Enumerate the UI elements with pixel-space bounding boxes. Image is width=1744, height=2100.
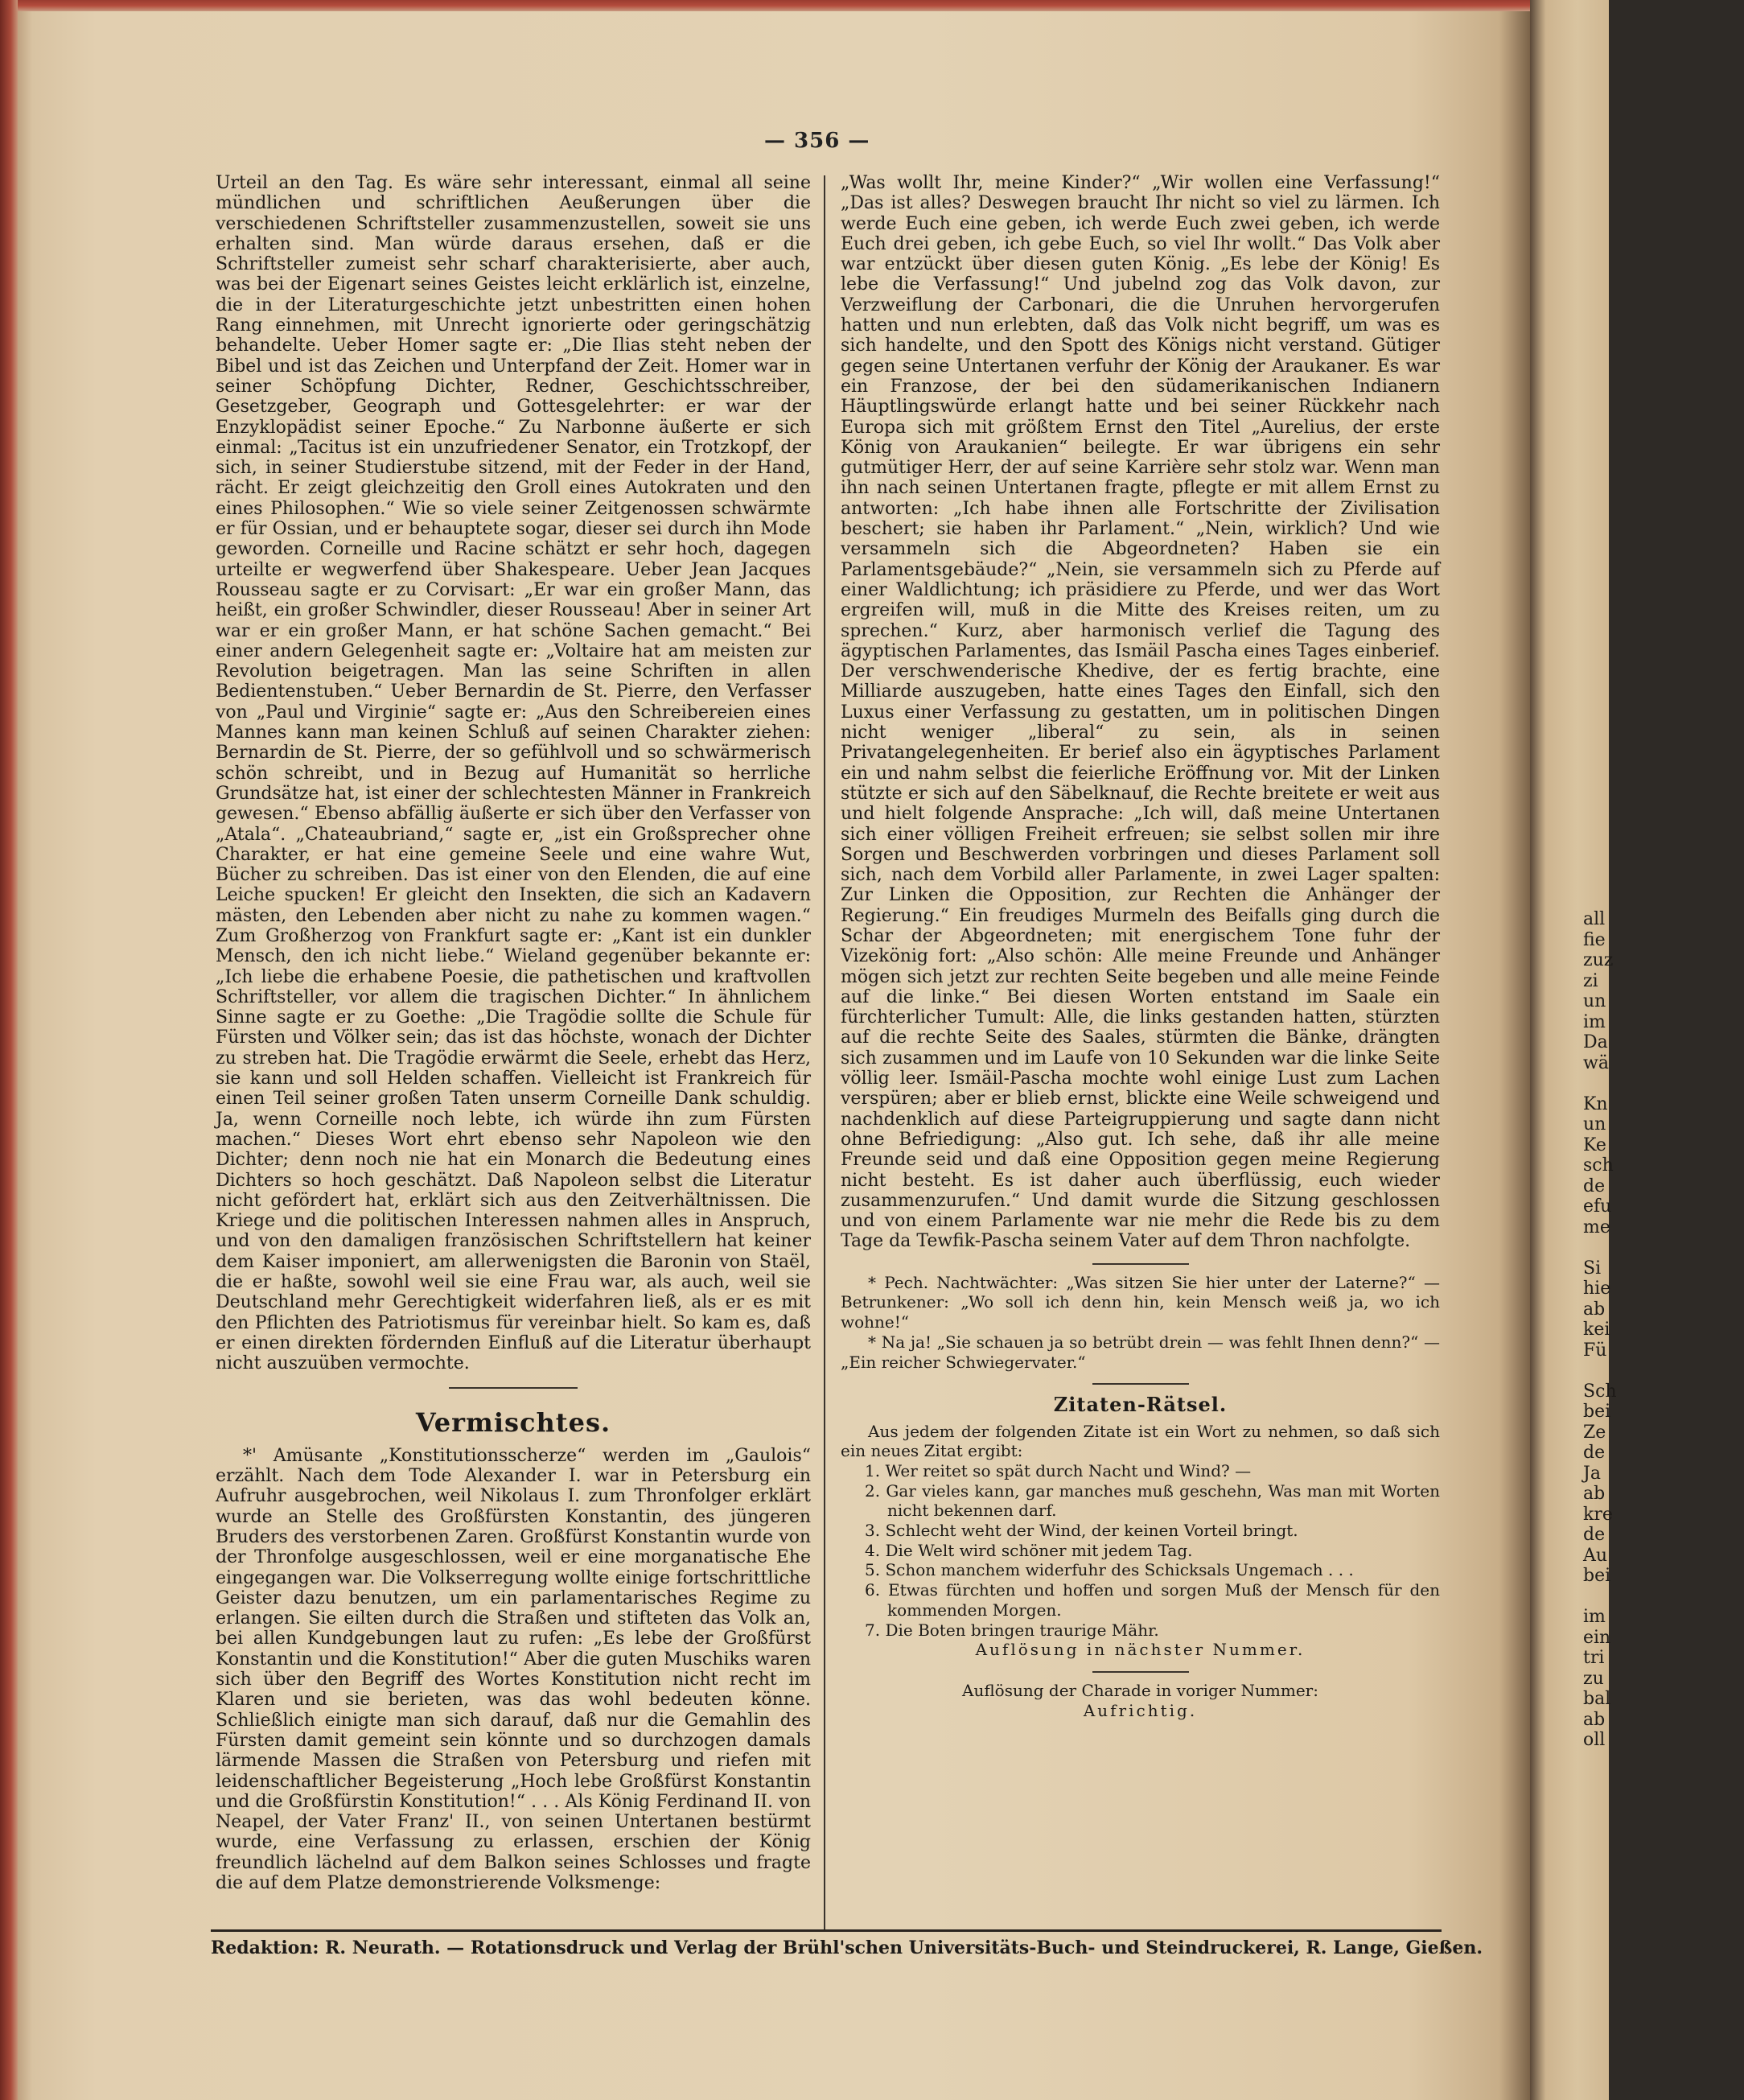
footer-rule: [211, 1929, 1442, 1932]
riddle-item: 2. Gar vieles kann, gar manches muß geschehn, Was man mit Worten nicht bekennen darf.: [865, 1480, 1440, 1521]
riddle-item: 5. Schon manchem widerfuhr des Schicksals Ungemach . . .: [865, 1560, 1354, 1580]
riddle-item: 4. Die Welt wird schöner mit jedem Tag.: [865, 1540, 1193, 1560]
constitution-jokes-paragraph: *' Amüsante „Konstitutionsscherze“ werden im „Gaulois“ erzählt. Nach dem Tode Alexander I. war in Petersburg ein Aufruhr ausgebrochen, weil Nikolaus I. zum Thronfolger erklärt wurde an Stelle des Großfürsten Konstantin, des jüngeren Bruders des verstorbenen Zaren. Großfürst Konstantin wurde von der Thronfolge ausgeschlossen, weil er eine morganatische Ehe eingegangen war. Die Volkserregung wollte einige fortschrittliche Geister dazu benutzen, um ein parlamentarisches Regime zu erlangen. Sie eilten durch die Straßen und stifteten das Volk an, bei allen Kundgebungen laut zu rufen: „Es lebe der Großfürst Konstantin und die Konstitution!“ Aber die guten Muschiks waren sich über den Begriff des Wortes Konstitution nicht recht im Klaren und sie berieten, was das wohl bedeuten könne. Schließlich einigte man sich darauf, daß nur die Gemahlin des Fürsten damit gemeint sein könnte und so durchzogen damals lärmende Massen die Straßen von Petersburg und riefen mit leidenschaftlicher Begeisterung „Hoch lebe Großfürst Konstantin und die Großfürstin Konstitution!“ . . . Als König Ferdinand II. von Neapel, der Vater Franz' II., von seinen Untertanen bestürmt wurde, eine Verfassung zu erlassen, erschien der König freundlich lächelnd auf dem Balkon seines Schlosses und fragte die auf dem Platze demonstrierende Volksmenge:: [216, 1445, 811, 1894]
jokes-divider: [1092, 1263, 1189, 1265]
imprint-footer: Redaktion: R. Neurath. — Rotationsdruck und Verlag der Brühl'schen Universitäts-Buch- und Steindruckerei, R. Lange, Gießen.: [211, 1937, 1483, 1958]
next-page-edge: [1530, 0, 1617, 2100]
page-number: — 356 —: [764, 129, 870, 153]
binding-edge: [0, 0, 18, 2100]
riddle-list: [841, 1461, 1440, 1640]
riddle-solution-note: Auflösung in nächster Nummer.: [975, 1640, 1306, 1660]
riddle-item: 6. Etwas fürchten und hoffen und sorgen Muß der Mensch für den kommenden Morgen.: [865, 1580, 1440, 1620]
column-divider: [824, 175, 825, 1931]
riddle-heading: Zitaten-Rätsel.: [1053, 1393, 1228, 1417]
misc-heading: Vermischtes.: [415, 1406, 611, 1438]
section-divider: [449, 1387, 578, 1389]
charade-solution: Aufrichtig.: [1083, 1700, 1198, 1720]
charade-divider: [1092, 1671, 1189, 1673]
charade-solution-label: Auflösung der Charade in voriger Nummer:: [962, 1680, 1318, 1700]
riddle-item: 7. Die Boten bringen traurige Mähr.: [865, 1620, 1159, 1640]
napoleon-literature-paragraph: Urteil an den Tag. Es wäre sehr interessant, einmal all seine mündlichen und schriftlichen Aeußerungen über die verschiedenen Schriftsteller zusammenzustellen, soweit sie uns erhalten sind. Man würde daraus ersehen, daß er die Schriftsteller zumeist sehr scharf charakterisierte, aber auch, was bei der Eigenart seines Geistes leicht erklärlich ist, einzelne, die in der Literaturgeschichte jetzt unbestritten einen hohen Rang einnehmen, mit Unrecht ignorierte oder geringschätzig behandelte. Ueber Homer sagte er: „Die Ilias steht neben der Bibel und ist das Zeichen und Unterpfand der Zeit. Homer war in seiner Schöpfung Dichter, Redner, Geschichtsschreiber, Gesetzgeber, Geograph und Gottesgelehrter: er war der Enzyklopädist seiner Epoche.“ Zu Narbonne äußerte er sich einmal: „Tacitus ist ein unzufriedener Senator, ein Trotzkopf, der sich, in seiner Studierstube sitzend, mit der Feder in der Hand, rächt. Er zeigt gleichzeitig den Groll eines Autokraten und den eines Philosophen.“ Wie so viele seiner Zeitgenossen schwärmte er für Ossian, und er behauptete sogar, dieser sei durch ihn Mode geworden. Corneille und Racine schätzt er sehr hoch, dagegen urteilte er wegwerfend über Shakespeare. Ueber Jean Jacques Rousseau sagte er zu Corvisart: „Er war ein großer Mann, das heißt, ein großer Schwindler, dieser Rousseau! Aber in seiner Art war er ein großer Mann, er hat schöne Sachen gemacht.“ Bei einer andern Gelegenheit sagte er: „Voltaire hat am meisten zur Revolution beigetragen. Man las seine Schriften in allen Bedientenstuben.“ Ueber Bernardin de St. Pierre, den Verfasser von „Paul und Virginie“ sagte er: „Aus den Schreibereien eines Mannes kann man keinen Schluß auf seinen Charakter ziehen: Bernardin de St. Pierre, der so gefühlvoll und so schwärmerisch schön schreibt, und in Bezug auf Humanität so herrliche Grundsätze hat, ist einer der schlechtesten Männer in Frankreich gewesen.“ Ebenso abfällig äußerte er sich über den Verfasser von „Atala“. „Chateaubriand,“ sagte er, „ist ein Großsprecher ohne Charakter, er hat eine gemeine Seele und eine wahre Wut, Bücher zu schreiben. Das ist einer von den Elenden, die auf eine Leiche spucken! Er gleicht den Insekten, die sich an Kadavern mästen, den Lebenden aber nicht zu nahe zu kommen wagen.“ Zum Großherzog von Frankfurt sagte er: „Kant ist ein dunkler Mensch, den ich nicht liebe.“ Wieland gegenüber bekannte er: „Ich liebe die erhabene Poesie, die pathetischen und kraftvollen Schriftsteller, vor allem die tragischen Dichter.“ In ähnlichem Sinne sagte er zu Goethe: „Die Tragödie sollte die Schule für Fürsten und Völker sein; das ist das höchste, wonach der Dichter zu streben hat. Die Tragödie erwärmt die Seele, erhebt das Herz, sie kann und soll Helden schaffen. Vielleicht ist Frankreich für einen Teil seiner großen Taten unserm Corneille Dank schuldig. Ja, wenn Corneille noch lebte, ich würde ihn zum Fürsten machen.“ Dieses Wort ehrt ebenso sehr Napoleon wie den Dichter; denn noch nie hat ein Monarch die Bedeutung eines Dichters so hoch geschätzt. Daß Napoleon selbst die Literatur nicht gefördert hat, erklärt sich aus den Zeitverhältnissen. Die Kriege und die politischen Interessen nahmen alles in Anspruch, und von den damaligen französischen Schriftstellern hat keiner dem Kaiser imponiert, am allerwenigsten die Baronin von Staël, die er haßte, sowohl weil sie eine Frau war, als auch, weil sie Deutschland mehr Gerechtigkeit widerfahren ließ, als er es mit den Pflichten des Patriotismus für vereinbar hielt. So kam es, daß er einen direkten fördernden Einfluß auf die Literatur überhaupt nicht auszuüben vermochte.: [216, 173, 811, 1374]
joke-pech: * Pech. Nachtwächter: „Was sitzen Sie hier unter der Laterne?“ — Betrunkener: „Wo soll ich denn hin, kein Mensch weiß ja, wo ich wohne!“: [841, 1272, 1440, 1332]
riddle-intro: Aus jedem der folgenden Zitate ist ein Wort zu nehmen, so daß sich ein neues Zitat ergibt:: [841, 1421, 1440, 1461]
joke-na-ja: * Na ja! „Sie schauen ja so betrübt drein — was fehlt Ihnen denn?“ — „Ein reicher Schwiegervater.“: [841, 1332, 1440, 1372]
riddle-item: 3. Schlecht weht der Wind, der keinen Vorteil bringt.: [865, 1521, 1298, 1541]
left-column: [216, 173, 811, 1893]
riddle-divider: [1092, 1383, 1189, 1385]
constitution-continued-paragraph: „Was wollt Ihr, meine Kinder?“ „Wir wollen eine Verfassung!“ „Das ist alles? Deswegen braucht Ihr nicht so viel zu lärmen. Ich werde Euch eine geben, ich werde Euch zwei geben, ich werde Euch drei geben, ich gebe Euch, so viel Ihr wollt.“ Das Volk aber war entzückt über diesen guten König. „Es lebe der König! Es lebe die Verfassung!“ Und jubelnd zog das Volk davon, zur Verzweiflung der Carbonari, die die Unruhen hervorgerufen hatten und nun erlebten, daß das Volk nicht begriff, um was es sich handelte, und den Spott des Königs nicht verstand. Gütiger gegen seine Untertanen verfuhr der König der Araukaner. Es war ein Franzose, der bei den südamerikanischen Indianern Häuptlingswürde erlangt hatte und bei seiner Rückkehr nach Europa sich mit größtem Ernst den Titel „Aurelius, der erste König von Araukanien“ beilegte. Er war übrigens ein sehr gutmütiger Herr, der auf seine Karrière sehr stolz war. Wenn man ihn nach seinen Untertanen fragte, pflegte er mit allem Ernst zu antworten: „Ich habe ihnen alle Fortschritte der Zivilisation beschert; sie haben ihr Parlament.“ „Nein, wirklich? Und wie versammeln sich die Abgeordneten? Haben sie ein Parlamentsgebäude?“ „Nein, sie versammeln sich zu Pferde auf einer Waldlichtung; ich präsidiere zu Pferde, und wer das Wort ergreifen will, muß in die Mitte des Kreises reiten, um zu sprechen.“ Kurz, aber harmonisch verlief die Tagung des ägyptischen Parlamentes, das Ismäil Pascha eines Tages einberief. Der verschwenderische Khedive, der es fertig brachte, eine Milliarde auszugeben, hatte eines Tages den Einfall, sich den Luxus einer Verfassung zu gestatten, um in politischen Dingen nicht weniger „liberal“ zu sein, als in seinen Privatangelegenheiten. Er berief also ein ägyptisches Parlament ein und nahm selbst die feierliche Eröffnung vor. Mit der Linken stützte er sich auf den Säbelknauf, die Rechte breitete er weit aus und hielt folgende Ansprache: „Ich will, daß meine Untertanen sich einer völligen Freiheit erfreuen; sie selbst sollen mir ihre Sorgen und Beschwerden vorbringen und dieses Parlament soll sich, nach dem Vorbild aller Parlamente, in zwei Lager spalten: Zur Linken die Opposition, zur Rechten die Anhänger der Regierung.“ Ein freudiges Murmeln des Beifalls ging durch die Schar der Abgeordneten; mit energischem Tone fuhr der Vizekönig fort: „Also schön: Alle meine Freunde und Anhänger mögen sich jetzt zur rechten Seite begeben und alle meine Feinde auf die linke.“ Bei diesen Worten entstand im Saale ein fürchterlicher Tumult: Alle, die links gestanden hatten, stürzten auf die rechte Seite des Saales, stürmten die Bänke, drängten sich zusammen und im Laufe von 10 Sekunden war die linke Seite völlig leer. Ismäil-Pascha mochte wohl einige Lust zum Lachen verspüren; aber er blieb ernst, blickte eine Weile schweigend und nachdenklich auf diese Parteigruppierung und sagte dann nicht ohne Befriedigung: „Also gut. Ich sehe, daß ihr alle meine Freunde seid und daß eine Opposition gegen meine Regierung nicht besteht. Es ist daher auch überflüssig, euch wieder zusammenzurufen.“ Und damit wurde die Sitzung geschlossen und von einem Parlamente war nie mehr die Rede bis zu dem Tage da Tewfik-Pascha seinem Vater auf dem Thron nachfolgte.: [841, 173, 1440, 1252]
riddle-item: 1. Wer reitet so spät durch Nacht und Wind? —: [865, 1460, 1252, 1480]
right-column: [841, 173, 1440, 1720]
next-page-text-fragment: all fie zuz zi un im Da wä Kn un Ke sch de efu me Si hie ab kei Fü Sch bei Ze de Ja ab kre de Au bei im ein tri zu bal ab oll: [1583, 909, 1617, 1750]
